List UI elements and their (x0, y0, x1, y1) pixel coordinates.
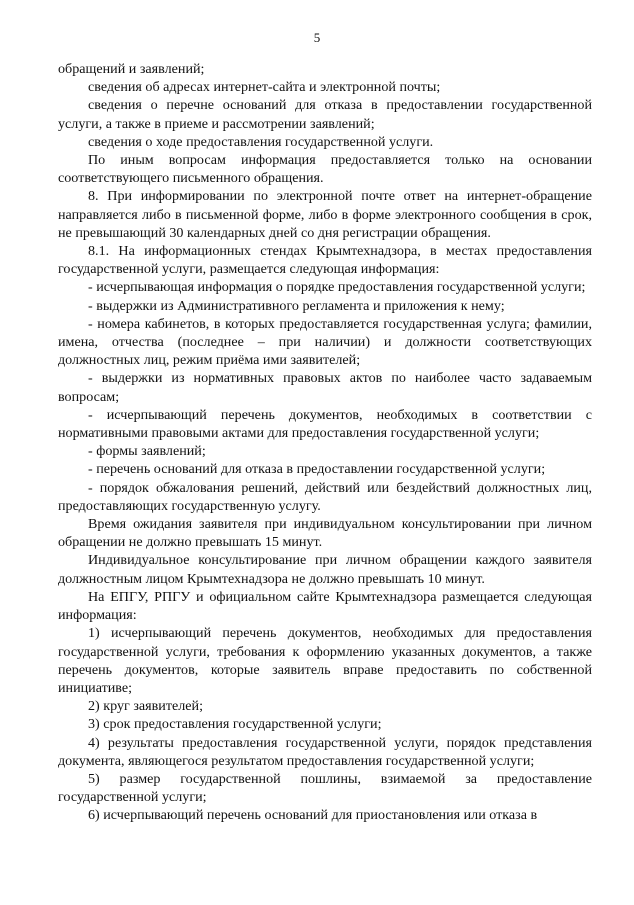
paragraph: сведения о ходе предоставления государственной услуги. (88, 133, 434, 150)
paragraph: сведения об адресах интернет-сайта и электронной почты; (88, 79, 441, 96)
paragraph: 5) размер государственной пошлины, взимаемой за предоставление государственной услуги; (58, 770, 592, 806)
paragraph: Индивидуальное консультирование при личном обращении каждого заявителя должностным лицом Крымтехнадзора не должно превышать 10 минут. (58, 552, 592, 587)
paragraph: - перечень оснований для отказа в предоставлении государственной услуги; (88, 461, 546, 478)
paragraph: 3) срок предоставления государственной услуги; (88, 716, 382, 733)
paragraph: 8. При информировании по электронной почте ответ на интернет-обращение направляется либо в письменной форме, либо в форме электронного сообщения в срок, не превышающий 30 календарных дней со дня регистрации обращения. (58, 188, 592, 241)
paragraph: 1) исчерпывающий перечень документов, необходимых для предоставления государственной услуги, требования к оформлению указанных документов, а также перечень документов, которые заявитель вправе предоставить по собственной инициативе; (58, 625, 592, 696)
paragraph: 8.1. На информационных стендах Крымтехнадзора, в местах предоставления государственной услуги, размещается следующая информация: (58, 243, 592, 278)
paragraph: обращений и заявлений; (58, 61, 205, 77)
paragraph: - исчерпывающий перечень документов, необходимых в соответствии с нормативными правовыми актами для предоставления государственной услуги; (58, 406, 592, 442)
paragraph: сведения о перечне оснований для отказа в предоставлении государственной услуги, а также в приеме и рассмотрении заявлений; (58, 97, 592, 132)
paragraph: На ЕПГУ, РПГУ и официальном сайте Крымтехнадзора размещается следующая информация: (58, 588, 592, 624)
paragraph: - формы заявлений; (88, 443, 206, 460)
paragraph: - выдержки из Административного регламента и приложения к нему; (88, 297, 505, 314)
paragraph: - порядок обжалования решений, действий или бездействий должностных лиц, предоставляющих государственную услугу. (58, 479, 592, 514)
paragraph: По иным вопросам информация предоставляется только на основании соответствующего письменного обращения. (58, 152, 592, 187)
document-body (58, 60, 592, 825)
paragraph: Время ожидания заявителя при индивидуальном консультировании при личном обращении не должно превышать 15 минут. (58, 516, 592, 551)
paragraph: - номера кабинетов, в которых предоставляется государственная услуга; фамилии, имена, отчества (последнее – при наличии) и должности соответствующих должностных лиц, режим приёма ими заявителей; (58, 315, 592, 369)
paragraph: - исчерпывающая информация о порядке предоставления государственной услуги; (88, 279, 586, 296)
paragraph: 2) круг заявителей; (88, 698, 203, 715)
page-number: 5 (313, 30, 321, 45)
paragraph: 6) исчерпывающий перечень оснований для приостановления или отказа в (88, 807, 538, 824)
paragraph: 4) результаты предоставления государственной услуги, порядок представления документа, являющегося результатом предоставления государственной услуги; (58, 734, 592, 769)
paragraph: - выдержки из нормативных правовых актов по наиболее часто задаваемым вопросам; (58, 370, 592, 405)
